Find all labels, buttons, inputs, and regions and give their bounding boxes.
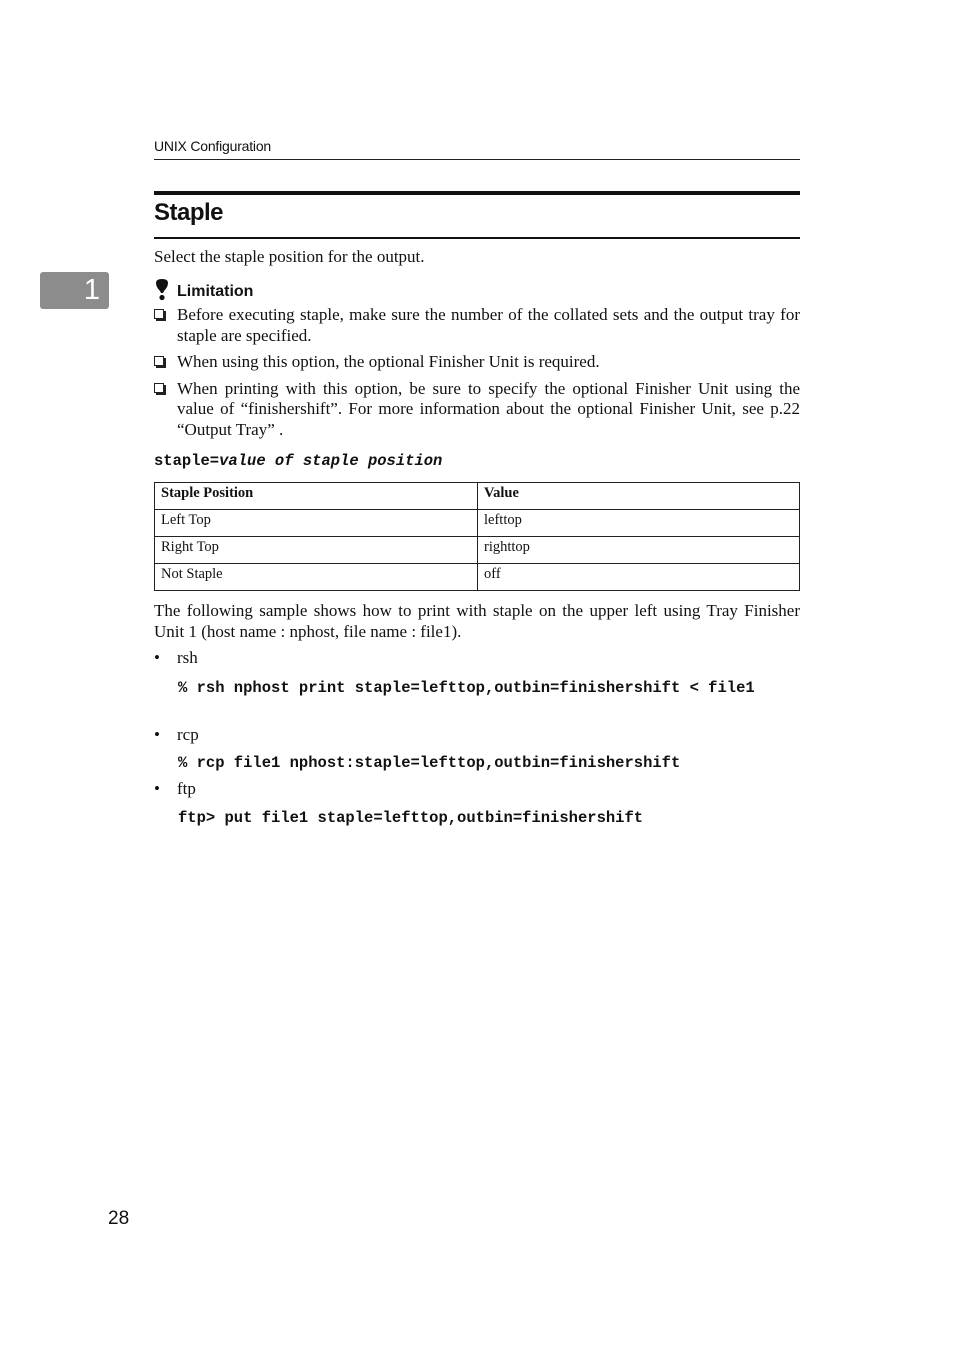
code-rsh: % rsh nphost print staple=lefttop,outbin=finishershift < file1 (178, 679, 755, 697)
table-cell: Left Top (155, 510, 478, 537)
staple-position-table (154, 482, 800, 591)
checkbox-bullet-icon (154, 309, 164, 319)
example-label-rsh: • rsh (154, 648, 198, 667)
bullet-dot-icon: • (154, 725, 160, 744)
code-rcp: % rcp file1 nphost:staple=lefttop,outbin=finishershift (178, 754, 681, 772)
sample-intro: The following sample shows how to print with staple on the upper left using Tray Finisher Unit 1 (host name : nphost, file name : file1). (154, 601, 800, 641)
header-rule (154, 159, 800, 160)
chapter-tab (40, 272, 109, 309)
section-title: Staple (154, 199, 224, 226)
example-label-rcp: • rcp (154, 725, 199, 744)
list-item: When using this option, the optional Finisher Unit is required. (154, 352, 800, 373)
running-header: UNIX Configuration (154, 138, 272, 154)
limitation-list (154, 305, 800, 446)
column-header: Staple Position (155, 483, 478, 510)
example-label-ftp: • ftp (154, 779, 196, 798)
chapter-number: 1 (83, 274, 100, 306)
bullet-dot-icon: • (154, 779, 160, 798)
table-row (155, 537, 800, 564)
bullet-dot-icon: • (154, 648, 160, 667)
limitation-icon (154, 279, 170, 301)
list-item: When printing with this option, be sure to specify the optional Finisher Unit using the value of “finishershift”. For more information about the optional Finisher Unit, see p.22 “Output Tray” . (154, 379, 800, 441)
intro-text: Select the staple position for the output. (154, 247, 425, 266)
limitation-label: Limitation (177, 283, 254, 300)
syntax-param: value of staple position (219, 452, 443, 470)
table-cell: righttop (478, 537, 800, 564)
table-row (155, 510, 800, 537)
title-rule-top (154, 191, 800, 195)
table-cell: Right Top (155, 537, 478, 564)
page-number: 28 (108, 1208, 130, 1229)
list-item: Before executing staple, make sure the number of the collated sets and the output tray for staple are specified. (154, 305, 800, 346)
title-rule-bottom (154, 237, 800, 239)
checkbox-bullet-icon (154, 356, 164, 366)
table-row (155, 564, 800, 591)
syntax-line: staple=value of staple position (154, 452, 443, 470)
table-cell: off (478, 564, 800, 591)
table-cell: lefttop (478, 510, 800, 537)
code-ftp: ftp> put file1 staple=lefttop,outbin=finishershift (178, 809, 644, 827)
table-cell: Not Staple (155, 564, 478, 591)
table-header-row (155, 483, 800, 510)
column-header: Value (478, 483, 800, 510)
checkbox-bullet-icon (154, 383, 164, 393)
